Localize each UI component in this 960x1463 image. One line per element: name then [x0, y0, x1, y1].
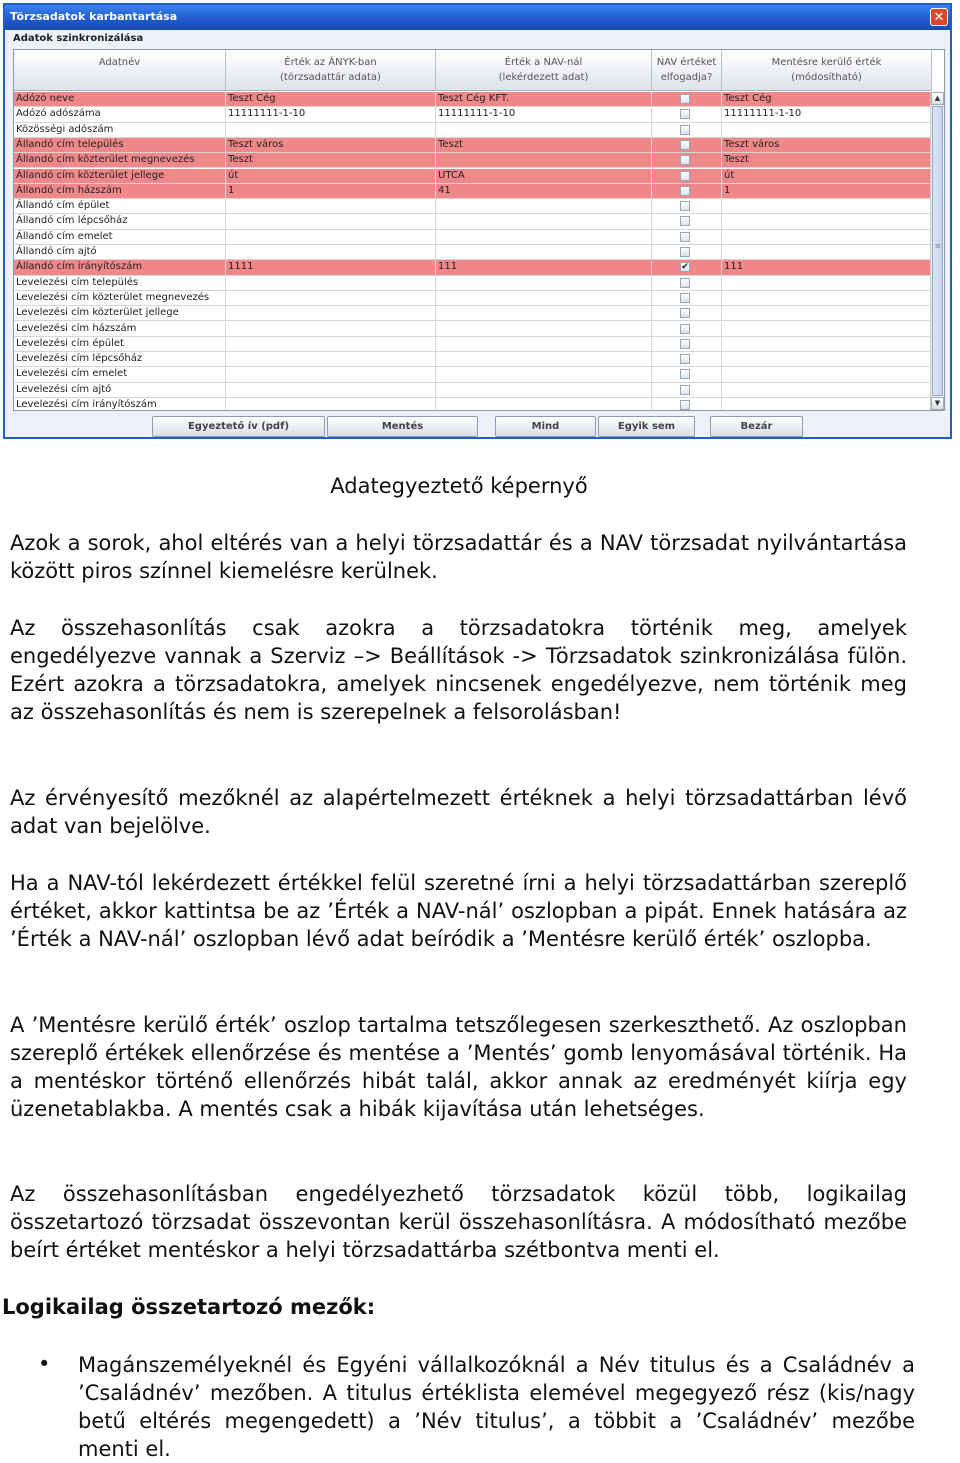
cell-nav: 111 [436, 260, 652, 275]
cell-nav [436, 322, 652, 337]
table-row[interactable] [14, 184, 932, 199]
cell-name: Adózó neve [14, 92, 226, 107]
table-row[interactable] [14, 138, 932, 153]
close-button[interactable]: Bezár [710, 416, 803, 437]
paragraph-5: A ’Mentésre kerülő érték’ oszlop tartalma tetszőlegesen szerkeszthető. Az oszlopban szereplő értékek ellenőrzése és mentése a ’Mentés’ gomb lenyomásával történik. Ha a mentéskor történő ellenőrzés hibát talál, akkor annak az eredményét kiírja egy üzenetablakba. A mentés csak a hibák kijavítása után lehetséges. [10, 1013, 907, 1121]
cell-anyk: 11111111-1-10 [226, 107, 436, 122]
table-row[interactable] [14, 276, 932, 291]
select-all-button[interactable]: Mind [495, 416, 596, 437]
cell-nav [436, 398, 652, 411]
cell-save[interactable] [722, 306, 932, 321]
cell-nav: Teszt [436, 138, 652, 153]
cell-nav [436, 276, 652, 291]
cell-anyk: 1 [226, 184, 436, 199]
table-row[interactable] [14, 92, 932, 107]
accept-checkbox[interactable] [680, 354, 690, 364]
cell-name: Levelezési cím irányítószám [14, 398, 226, 411]
accept-checkbox[interactable] [680, 385, 690, 395]
cell-nav [436, 367, 652, 382]
cell-name: Állandó cím település [14, 138, 226, 153]
cell-anyk: Teszt város [226, 138, 436, 153]
table-row[interactable] [14, 214, 932, 229]
cell-accept [652, 169, 722, 184]
cell-anyk: 1111 [226, 260, 436, 275]
accept-checkbox[interactable] [680, 155, 690, 165]
cell-accept [652, 153, 722, 168]
table-row[interactable] [14, 123, 932, 138]
panel-title: Adatok szinkronizálása [13, 33, 144, 44]
cell-accept [652, 367, 722, 382]
table-row[interactable] [14, 153, 932, 168]
cell-accept [652, 138, 722, 153]
table-row[interactable] [14, 291, 932, 306]
grip-icon: ≡ [935, 242, 941, 250]
cell-accept [652, 398, 722, 411]
accept-checkbox[interactable] [680, 171, 690, 181]
cell-save[interactable] [722, 367, 932, 382]
cell-name: Állandó cím közterület jellege [14, 169, 226, 184]
column-header-name[interactable]: Adatnév [14, 50, 226, 90]
accept-checkbox[interactable] [680, 400, 690, 410]
paragraph-4: Ha a NAV-tól lekérdezett értékkel felül szeretné írni a helyi törzsadattárban szereplő értéket, akkor kattintsa be az ’Érték a NAV-nál’ oszlopban a pipát. Ennek hatására az ’Érték a NAV-nál’ oszlopban lévő adat beíródik a ’Mentésre kerülő érték’ oszlopba. [10, 871, 907, 951]
accept-checkbox[interactable] [680, 339, 690, 349]
cell-nav [436, 306, 652, 321]
table-row[interactable] [14, 245, 932, 260]
sync-table [13, 49, 945, 411]
scroll-thumb[interactable] [932, 106, 943, 396]
vertical-scrollbar[interactable] [930, 92, 944, 410]
cell-name: Levelezési cím házszám [14, 322, 226, 337]
accept-checkbox[interactable] [680, 247, 690, 257]
scroll-up-icon[interactable]: ▲ [931, 92, 944, 105]
cell-nav [436, 123, 652, 138]
cell-accept [652, 352, 722, 367]
cell-nav [436, 199, 652, 214]
cell-accept [652, 322, 722, 337]
cell-accept [652, 107, 722, 122]
cell-save[interactable]: Teszt Cég [722, 92, 932, 107]
cell-save[interactable]: 11111111-1-10 [722, 107, 932, 122]
save-button[interactable]: Mentés [327, 416, 478, 437]
accept-checkbox[interactable] [680, 232, 690, 242]
accept-checkbox[interactable] [680, 201, 690, 211]
cell-name: Állandó cím épület [14, 199, 226, 214]
cell-anyk [226, 123, 436, 138]
cell-name: Levelezési cím épület [14, 337, 226, 352]
accept-checkbox[interactable] [680, 308, 690, 318]
cell-nav [436, 352, 652, 367]
cell-nav [436, 291, 652, 306]
table-row[interactable] [14, 199, 932, 214]
scroll-down-icon[interactable]: ▼ [931, 397, 944, 410]
cell-anyk [226, 276, 436, 291]
column-header-accept[interactable]: NAV értéket elfogadja? [652, 50, 722, 90]
cell-nav [436, 383, 652, 398]
accept-checkbox[interactable] [680, 94, 690, 104]
cell-save[interactable] [722, 199, 932, 214]
column-header-anyk[interactable]: Érték az ÁNYK-ban (törzsadattár adata) [226, 50, 436, 90]
cell-save[interactable] [722, 230, 932, 245]
cell-name: Levelezési cím lépcsőház [14, 352, 226, 367]
cell-nav [436, 153, 652, 168]
cell-nav [436, 230, 652, 245]
pdf-report-button[interactable]: Egyeztető ív (pdf) [152, 416, 325, 437]
cell-anyk [226, 306, 436, 321]
cell-save[interactable]: Teszt város [722, 138, 932, 153]
cell-accept [652, 199, 722, 214]
cell-anyk [226, 230, 436, 245]
cell-anyk [226, 214, 436, 229]
close-icon[interactable]: ✕ [930, 8, 948, 26]
accept-checkbox[interactable] [680, 125, 690, 135]
cell-name: Levelezési cím emelet [14, 367, 226, 382]
table-row[interactable] [14, 260, 932, 275]
paragraph-1: Azok a sorok, ahol eltérés van a helyi törzsadattár és a NAV törzsadat nyilvántartása között piros színnel kiemelésre kerülnek. [10, 531, 907, 583]
table-row[interactable] [14, 367, 932, 382]
cell-save[interactable] [722, 322, 932, 337]
cell-nav: 41 [436, 184, 652, 199]
accept-checkbox[interactable] [680, 186, 690, 196]
accept-checkbox[interactable] [680, 324, 690, 334]
table-row[interactable] [14, 306, 932, 321]
paragraph-6: Az összehasonlításban engedélyezhető törzsadatok közül több, logikailag összetartozó törzsadat összevontan kerül összehasonlításra. A módosítható mezőbe beírt értéket mentéskor a helyi törzsadattárba szétbontva menti el. [10, 1182, 907, 1262]
cell-save[interactable]: 1 [722, 184, 932, 199]
cell-accept [652, 92, 722, 107]
table-header [14, 50, 932, 91]
bullet-icon: • [38, 1352, 51, 1376]
table-row[interactable] [14, 383, 932, 398]
accept-checkbox[interactable] [680, 109, 690, 119]
column-header-save[interactable]: Mentésre kerülő érték (módosítható) [722, 50, 932, 90]
window-title: Törzsadatok karbantartása [10, 10, 178, 23]
cell-nav: Teszt Cég KFT. [436, 92, 652, 107]
cell-save[interactable] [722, 214, 932, 229]
cell-accept [652, 245, 722, 260]
cell-name: Levelezési cím közterület jellege [14, 306, 226, 321]
accept-checkbox[interactable] [680, 140, 690, 150]
sync-window [3, 3, 952, 439]
cell-anyk [226, 245, 436, 260]
cell-accept [652, 291, 722, 306]
cell-anyk [226, 367, 436, 382]
cell-save[interactable] [722, 291, 932, 306]
accept-checkbox[interactable]: ✔ [681, 262, 689, 273]
cell-nav: 11111111-1-10 [436, 107, 652, 122]
cell-anyk: Teszt [226, 153, 436, 168]
cell-nav [436, 337, 652, 352]
cell-anyk [226, 337, 436, 352]
cell-name: Állandó cím közterület megnevezés [14, 153, 226, 168]
cell-save[interactable] [722, 352, 932, 367]
cell-nav [436, 245, 652, 260]
cell-anyk [226, 291, 436, 306]
table-row[interactable] [14, 169, 932, 184]
paragraph-3: Az érvényesítő mezőknél az alapértelmezett értéknek a helyi törzsadattárban lévő adat van bejelölve. [10, 786, 907, 838]
cell-accept [652, 306, 722, 321]
cell-save[interactable] [722, 398, 932, 411]
cell-save[interactable]: 111 [722, 260, 932, 275]
figure-caption: Adategyeztető képernyő [330, 474, 588, 498]
accept-checkbox[interactable] [680, 216, 690, 226]
cell-accept [652, 337, 722, 352]
cell-anyk [226, 322, 436, 337]
cell-anyk: Teszt Cég [226, 92, 436, 107]
cell-anyk [226, 199, 436, 214]
table-row[interactable] [14, 352, 932, 367]
cell-accept [652, 276, 722, 291]
cell-name: Levelezési cím közterület megnevezés [14, 291, 226, 306]
table-row[interactable] [14, 107, 932, 122]
cell-name: Állandó cím irányítószám [14, 260, 226, 275]
cell-accept [652, 230, 722, 245]
cell-save[interactable] [722, 276, 932, 291]
cell-name: Levelezési cím település [14, 276, 226, 291]
cell-save[interactable] [722, 123, 932, 138]
cell-anyk [226, 383, 436, 398]
cell-name: Levelezési cím ajtó [14, 383, 226, 398]
table-row[interactable] [14, 322, 932, 337]
table-row[interactable] [14, 398, 932, 411]
table-row[interactable] [14, 337, 932, 352]
accept-checkbox[interactable] [680, 369, 690, 379]
cell-name: Közösségi adószám [14, 123, 226, 138]
cell-accept [652, 383, 722, 398]
accept-checkbox[interactable] [680, 293, 690, 303]
cell-name: Adózó adószáma [14, 107, 226, 122]
cell-save[interactable]: út [722, 169, 932, 184]
cell-anyk [226, 398, 436, 411]
cell-name: Állandó cím emelet [14, 230, 226, 245]
paragraph-2: Az összehasonlítás csak azokra a törzsadatokra történik meg, amelyek engedélyezve vannak a Szerviz –> Beállítások -> Törzsadatok szinkronizálása fülön. Ezért azokra a törzsadatokra, amelyek nincsenek engedélyezve, nem történik meg az összehasonlítás és nem is szerepelnek a felsorolásban! [10, 616, 907, 724]
title-bar[interactable] [5, 5, 950, 30]
cell-accept [652, 123, 722, 138]
cell-accept [652, 214, 722, 229]
column-header-nav[interactable]: Érték a NAV-nál (lekérdezett adat) [436, 50, 652, 90]
accept-checkbox[interactable] [680, 278, 690, 288]
table-row[interactable] [14, 230, 932, 245]
cell-name: Állandó cím lépcsőház [14, 214, 226, 229]
bullet-item: Magánszemélyeknél és Egyéni vállalkozóknál a Név titulus és a Családnév a ’Családnév’ mezőben. A titulus értéklista elemével megegyező rész (kis/nagy betű eltérés megengedett) a ’Név titulus’, a többit a ’Családnév’ mezőbe menti el. [78, 1353, 915, 1461]
cell-accept [652, 184, 722, 199]
cell-nav [436, 214, 652, 229]
cell-name: Állandó cím házszám [14, 184, 226, 199]
cell-save[interactable] [722, 383, 932, 398]
cell-anyk [226, 352, 436, 367]
cell-nav: UTCA [436, 169, 652, 184]
cell-name: Állandó cím ajtó [14, 245, 226, 260]
section-heading: Logikailag összetartozó mezők: [2, 1295, 376, 1319]
cell-save[interactable] [722, 245, 932, 260]
cell-anyk: út [226, 169, 436, 184]
cell-save[interactable] [722, 337, 932, 352]
cell-save[interactable]: Teszt [722, 153, 932, 168]
select-none-button[interactable]: Egyik sem [598, 416, 695, 437]
cell-accept [652, 260, 722, 275]
